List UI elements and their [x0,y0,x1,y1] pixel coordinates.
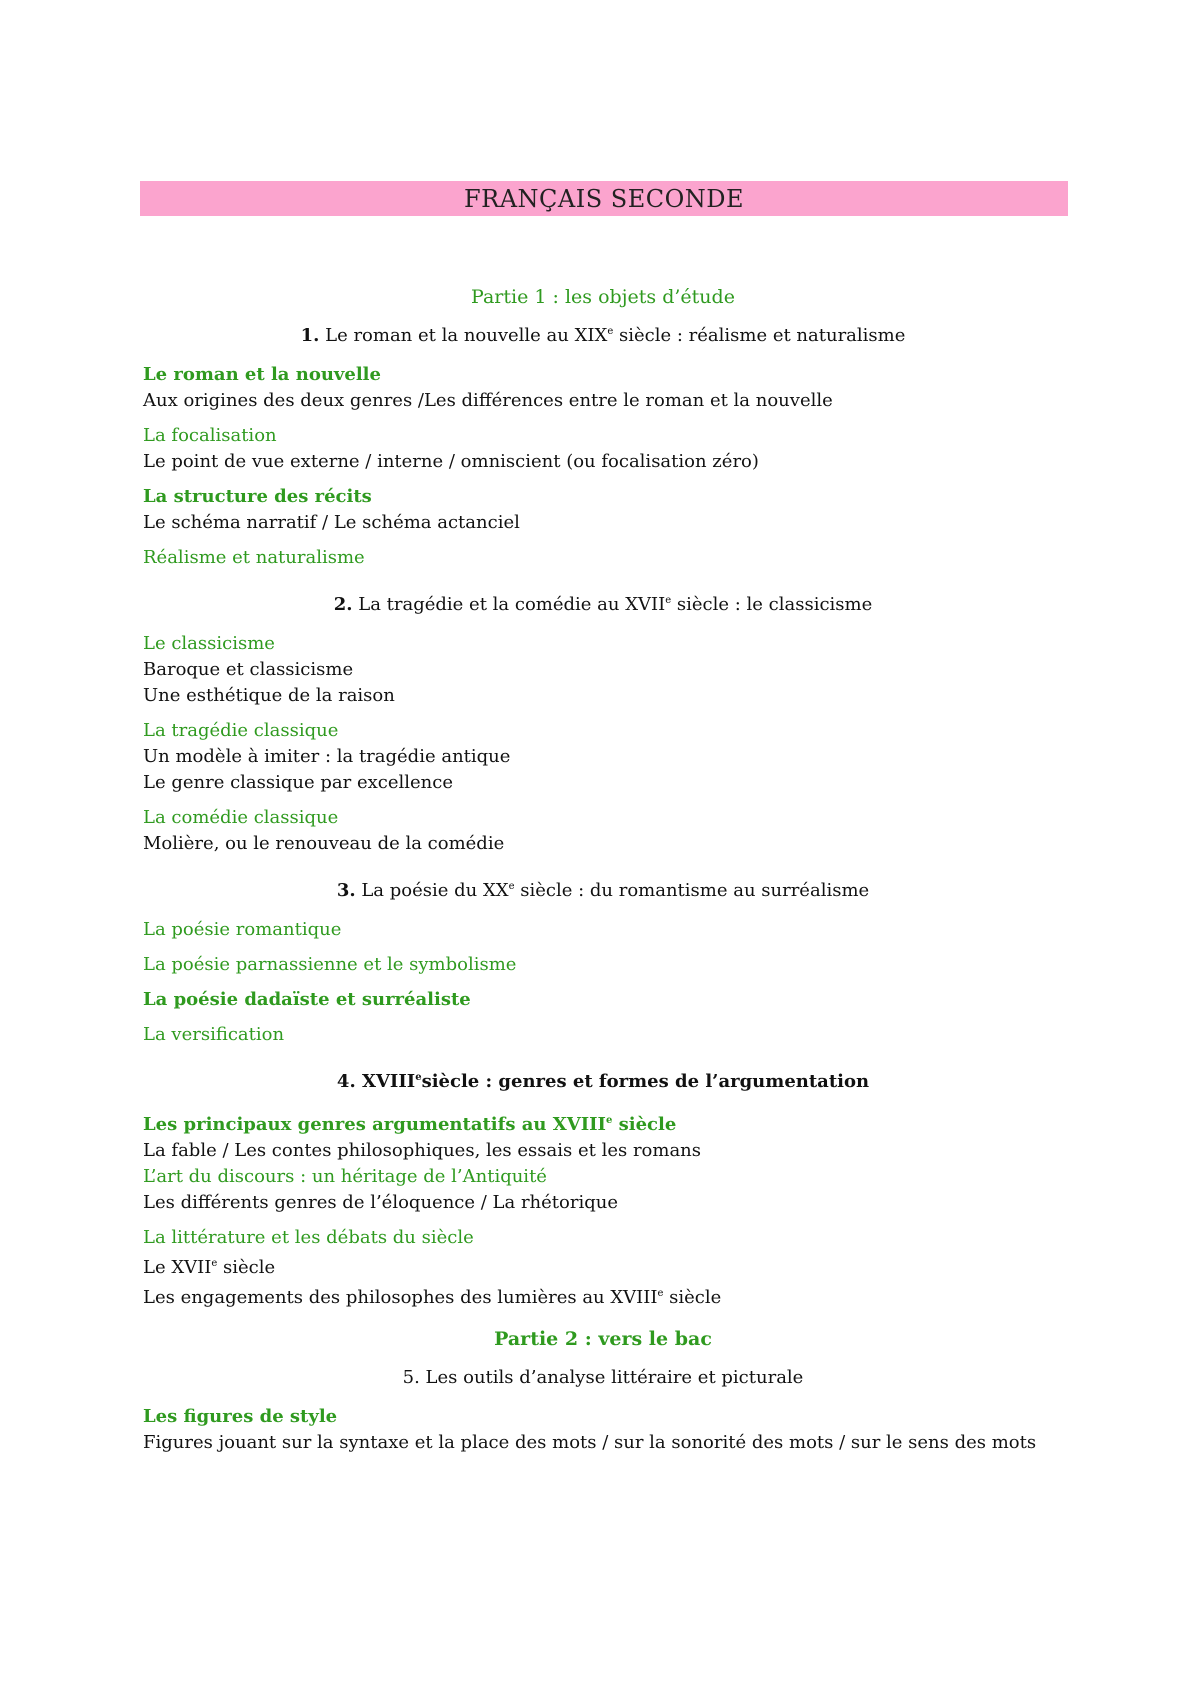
section-versification [143,1022,1063,1048]
chapter-3-heading: 3. La poésie du XXe siècle : du romantisme au surréalisme [336,880,870,901]
section-line: Le point de vue externe / interne / omniscient (ou focalisation zéro) [143,451,759,472]
section-classicisme [143,631,1063,709]
section-title: La poésie parnassienne et le symbolisme [143,954,517,975]
section-line: La fable / Les contes philosophiques, les essais et les romans [143,1140,702,1161]
section-title: L’art du discours : un héritage de l’Antiquité [143,1166,547,1187]
chapter-1-heading: 1. Le roman et la nouvelle au XIXe siècle : réalisme et naturalisme [300,325,906,346]
page-title: FRANÇAIS SECONDE [140,181,1068,216]
section-title: La poésie dadaïste et surréaliste [143,989,471,1010]
chapter-number: 2. [333,594,353,615]
section-litterature-debats [143,1225,1063,1311]
section-poesie-parnassienne [143,952,1063,978]
chapter-number: 4. [336,1071,356,1092]
section-title: Les principaux genres argumentatifs au XVIIIe siècle [143,1114,677,1135]
section-roman-nouvelle [143,362,1063,414]
chapter-2-heading: 2. La tragédie et la comédie au XVIIe siècle : le classicisme [333,594,873,615]
section-line: Baroque et classicisme [143,659,354,680]
part-2-heading: Partie 2 : vers le bac [494,1328,712,1350]
section-line: Une esthétique de la raison [143,685,395,706]
section-line: Les différents genres de l’éloquence / La rhétorique [143,1192,618,1213]
section-title: La versification [143,1024,285,1045]
section-line: Le genre classique par excellence [143,772,453,793]
chapter-5-heading: 5. Les outils d’analyse littéraire et picturale [402,1367,804,1388]
section-title: Les figures de style [143,1406,338,1427]
section-title: Le classicisme [143,633,275,654]
section-line: Figures jouant sur la syntaxe et la place des mots / sur la sonorité des mots / sur le sens des mots [143,1432,1037,1453]
section-line: Les engagements des philosophes des lumières au XVIIIe siècle [143,1287,722,1308]
chapter-number: 5. [402,1367,420,1388]
section-line: Molière, ou le renouveau de la comédie [143,833,505,854]
section-poesie-dadaiste [143,987,1063,1013]
section-line: Le XVIIe siècle [143,1257,276,1278]
section-title: Réalisme et naturalisme [143,547,365,568]
section-title: La littérature et les débats du siècle [143,1227,474,1248]
section-realisme [143,545,1063,571]
part-1-heading: Partie 1 : les objets d’étude [471,286,735,308]
section-title: La poésie romantique [143,919,342,940]
section-title: La focalisation [143,425,277,446]
document-body [143,286,1063,1465]
section-line: Aux origines des deux genres /Les différences entre le roman et la nouvelle [143,390,833,411]
section-figures-style [143,1404,1063,1456]
section-line: Le schéma narratif / Le schéma actanciel [143,512,520,533]
section-structure-recits [143,484,1063,536]
chapter-4-heading: 4. XVIIIesiècle : genres et formes de l’argumentation [336,1071,870,1092]
section-line: Un modèle à imiter : la tragédie antique [143,746,511,767]
section-title: La structure des récits [143,486,372,507]
chapter-number: 3. [336,880,356,901]
section-comedie-classique [143,805,1063,857]
chapter-number: 1. [300,325,320,346]
section-tragedie-classique [143,718,1063,796]
section-focalisation [143,423,1063,475]
section-title: La tragédie classique [143,720,339,741]
section-title: Le roman et la nouvelle [143,364,381,385]
section-poesie-romantique [143,917,1063,943]
section-genres-argumentatifs [143,1108,1063,1216]
section-title: La comédie classique [143,807,339,828]
